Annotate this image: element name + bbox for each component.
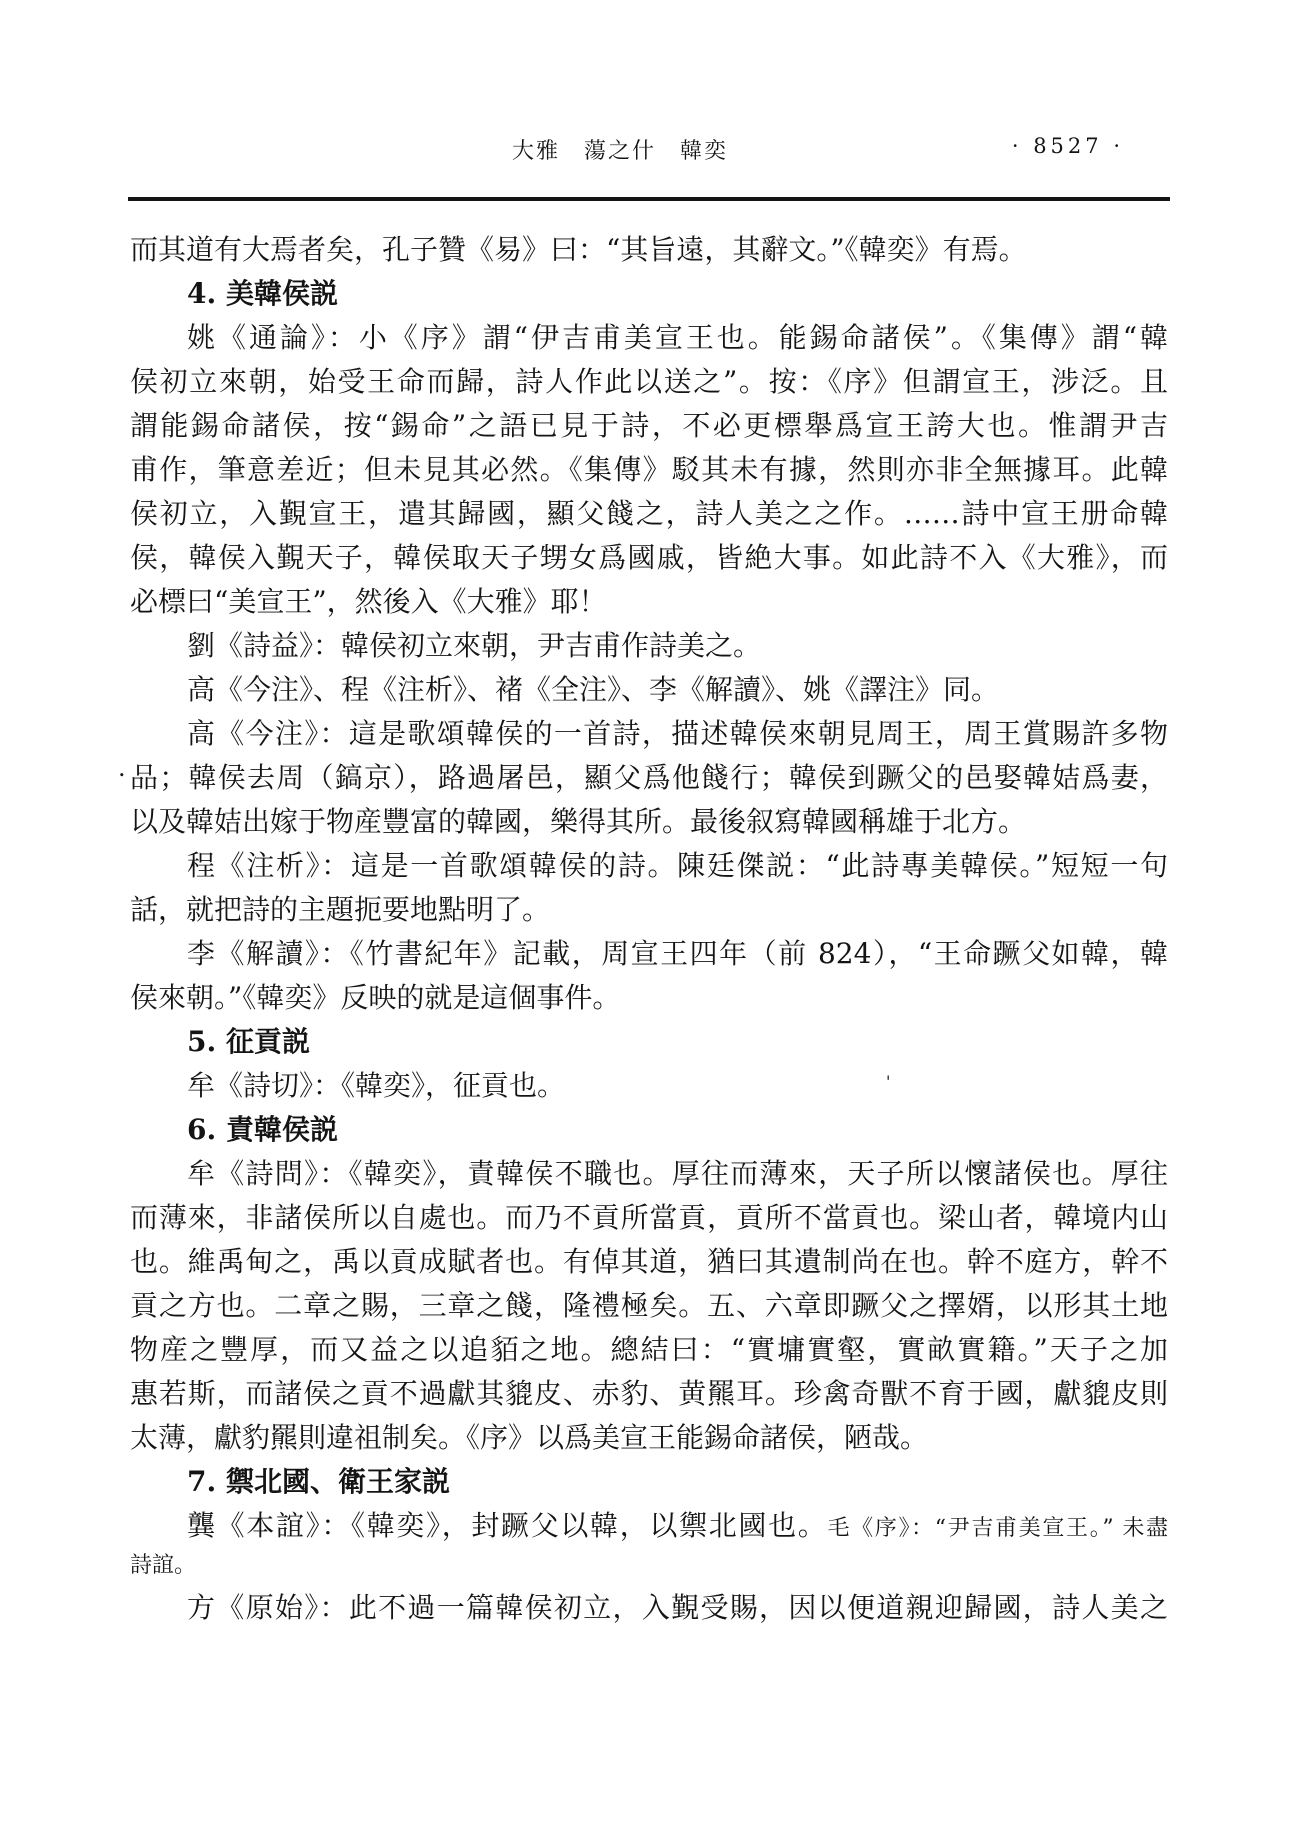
text-run: 高《今注》、程《注析》、褚《全注》、李《解讀》、姚《譯注》同。 xyxy=(187,673,1000,706)
text-line xyxy=(130,668,1168,712)
text-run: 必標曰“美宣王”，然後入《大雅》耶！ xyxy=(130,585,607,618)
text-run: 而其道有大焉者矣，孔子贊《易》曰：“其旨遠，其辭文。”《韓奕》有焉。 xyxy=(130,233,1027,266)
running-header-title: 大雅 蕩之什 韓奕 xyxy=(511,139,729,164)
text-line xyxy=(130,1020,1168,1064)
text-run: 李《解讀》：《竹書紀年》記載，周宣王四年（前 824），“王命蹶父如韓，韓 xyxy=(187,937,1168,970)
text-line xyxy=(130,1416,1168,1460)
scan-artifact: . xyxy=(118,754,126,782)
text-run: 劉《詩益》：韓侯初立來朝，尹吉甫作詩美之。 xyxy=(187,629,762,662)
text-line xyxy=(130,1586,1168,1630)
text-run: 4. 美韓侯説 xyxy=(187,277,338,310)
text-line xyxy=(130,1196,1168,1240)
scan-artifact: ' xyxy=(886,1072,891,1091)
text-run: 5. 征貢説 xyxy=(187,1025,310,1058)
page-number: · 8527 · xyxy=(1011,134,1124,158)
text-run: 方《原始》：此不過一篇韓侯初立，入覲受賜，因以便道親迎歸國，詩人美之 xyxy=(187,1591,1168,1624)
text-line xyxy=(130,844,1168,888)
text-run: 牟《詩切》：《韓奕》，征貢也。 xyxy=(187,1069,566,1102)
text-line xyxy=(130,316,1168,360)
text-line xyxy=(130,1284,1168,1328)
text-run: 貢之方也。二章之賜，三章之餞，隆禮極矣。五、六章即蹶父之擇婿，以形其土地 xyxy=(130,1289,1168,1322)
text-line xyxy=(130,536,1168,580)
text-run: 侯初立來朝，始受王命而歸，詩人作此以送之”。按：《序》但謂宣王，涉泛。且 xyxy=(130,365,1168,398)
text-line xyxy=(130,712,1168,756)
text-run: 牟《詩問》：《韓奕》，責韓侯不職也。厚往而薄來，天子所以懷諸侯也。厚往 xyxy=(187,1157,1168,1190)
text-line xyxy=(130,448,1168,492)
text-run: 而薄來，非諸侯所以自處也。而乃不貢所當貢，貢所不當貢也。梁山者，韓境内山 xyxy=(130,1201,1168,1234)
text-line xyxy=(130,976,1168,1020)
text-line xyxy=(130,1372,1168,1416)
text-run: 毛《序》：“尹吉甫美宣王。” 未盡 xyxy=(827,1516,1168,1541)
text-run: 謂能錫命諸侯，按“錫命”之語已見于詩，不必更標舉爲宣王誇大也。惟謂尹吉 xyxy=(130,409,1168,442)
text-line xyxy=(130,272,1168,316)
text-line xyxy=(130,228,1168,272)
text-line xyxy=(130,580,1168,624)
text-run: 品；韓侯去周（鎬京），路過屠邑，顯父爲他餞行；韓侯到蹶父的邑娶韓姞爲妻， xyxy=(130,761,1168,794)
text-line xyxy=(130,800,1168,844)
text-run: 龔《本誼》：《韓奕》，封蹶父以韓，以禦北國也。 xyxy=(187,1509,828,1542)
text-line xyxy=(130,1504,1168,1548)
text-run: 甫作，筆意差近；但未見其必然。《集傳》駁其未有據，然則亦非全無據耳。此韓 xyxy=(130,453,1168,486)
text-run: 侯初立，入覲宣王，遣其歸國，顯父餞之，詩人美之之作。……詩中宣王册命韓 xyxy=(130,497,1168,530)
text-line xyxy=(130,1328,1168,1372)
text-line xyxy=(130,360,1168,404)
text-run: 物産之豐厚，而又益之以追貊之地。總結曰：“實墉實壑，實畝實籍。”天子之加 xyxy=(130,1333,1168,1366)
text-run: 程《注析》：這是一首歌頌韓侯的詩。陳廷傑説：“此詩專美韓侯。”短短一句 xyxy=(187,849,1168,882)
text-line xyxy=(130,1108,1168,1152)
text-line xyxy=(130,624,1168,668)
text-line xyxy=(130,1240,1168,1284)
header-rule xyxy=(128,197,1170,201)
text-line xyxy=(130,1460,1168,1504)
text-run: 惠若斯，而諸侯之貢不過獻其貔皮、赤豹、黄羆耳。珍禽奇獸不育于國，獻貔皮則 xyxy=(130,1377,1168,1410)
text-run: 7. 禦北國、衛王家説 xyxy=(187,1465,450,1498)
text-line xyxy=(130,1064,1168,1108)
text-run: 6. 責韓侯説 xyxy=(187,1113,338,1146)
text-line xyxy=(130,756,1168,800)
text-run: 以及韓姞出嫁于物産豐富的韓國，樂得其所。最後叙寫韓國稱雄于北方。 xyxy=(130,805,1027,838)
text-run: 侯，韓侯入覲天子，韓侯取天子甥女爲國戚，皆絶大事。如此詩不入《大雅》，而 xyxy=(130,541,1168,574)
text-line xyxy=(130,1548,1168,1586)
text-line xyxy=(130,932,1168,976)
text-line xyxy=(130,888,1168,932)
text-run: 話，就把詩的主題扼要地點明了。 xyxy=(130,893,551,926)
text-line xyxy=(130,1152,1168,1196)
text-run: 太薄，獻豹羆則違祖制矣。《序》以爲美宣王能錫命諸侯，陋哉。 xyxy=(130,1421,929,1454)
text-run: 高《今注》：這是歌頌韓侯的一首詩，描述韓侯來朝見周王，周王賞賜許多物 xyxy=(187,717,1168,750)
text-run: 詩誼。 xyxy=(130,1553,197,1578)
text-line xyxy=(130,492,1168,536)
text-block xyxy=(130,228,1168,1630)
text-run: 侯來朝。”《韓奕》反映的就是這個事件。 xyxy=(130,981,621,1014)
text-line xyxy=(130,404,1168,448)
text-run: 姚《通論》：小《序》謂“伊吉甫美宣王也。能錫命諸侯”。《集傳》謂“韓 xyxy=(187,321,1168,354)
text-run: 也。維禹甸之，禹以貢成賦者也。有倬其道，猶曰其遺制尚在也。幹不庭方，幹不 xyxy=(130,1245,1168,1278)
